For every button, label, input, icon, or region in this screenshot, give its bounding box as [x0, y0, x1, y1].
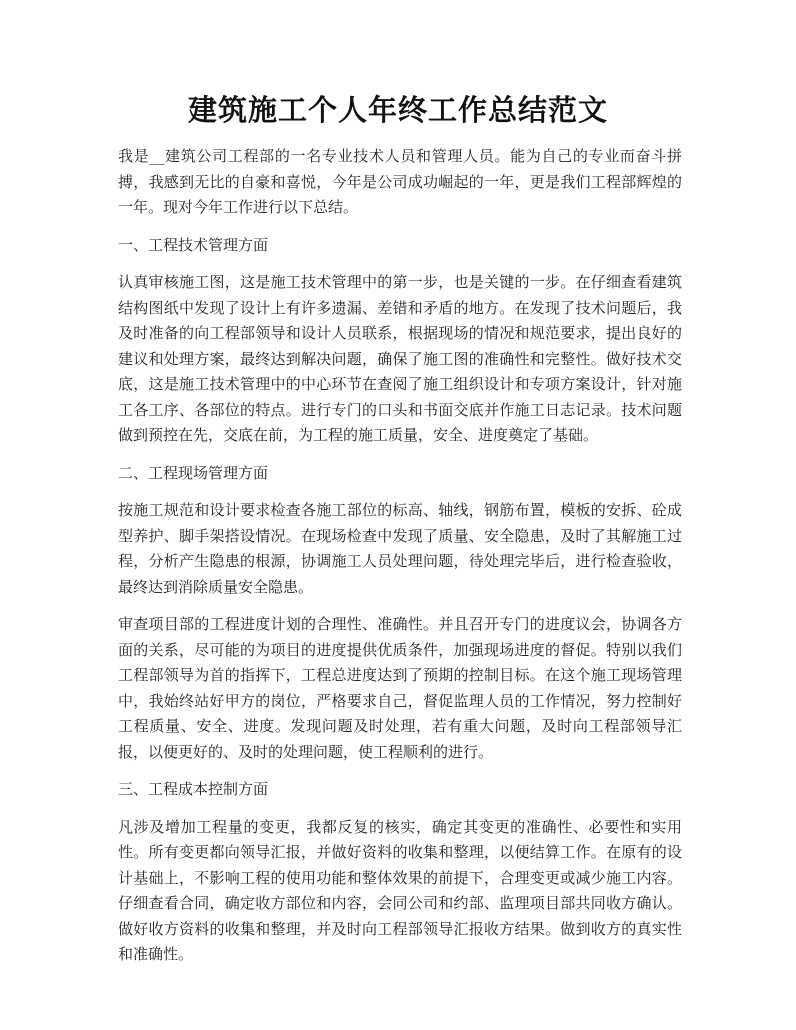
section-heading-site: 二、工程现场管理方面 [118, 463, 269, 482]
intro-paragraph: 我是__建筑公司工程部的一名专业技术人员和管理人员。能为自己的专业而奋斗拼搏，我感到无比的自豪和喜悦，今年是公司成功崛起的一年，更是我们工程部辉煌的一年。现对今年工作进行以下总结。 [118, 147, 682, 216]
cost-paragraph: 凡涉及增加工程量的变更，我都反复的核实，确定其变更的准确性、必要性和实用性。所有变更都向领导汇报，并做好资料的收集和整理，以便结算工作。在原有的设计基础上，不影响工程的使用功能和整体效果的前提下，合理变更或减少施工内容。仔细查看合同，确定收方部位和内容，会同公司和约部、监理项目部共同收方确认。做好收方资料的收集和整理，并及时向工程部领导汇报收方结果。做到收方的真实性和准确性。 [118, 817, 682, 963]
section-heading-technical: 一、工程技术管理方面 [118, 235, 269, 254]
document-body [118, 144, 682, 980]
site-paragraph-2: 审查项目部的工程进度计划的合理性、准确性。并且召开专门的进度议会，协调各方面的关系，尽可能的为项目的进度提供优质条件，加强现场进度的督促。特别以我们工程部领导为首的指挥下，工程总进度达到了预期的控制目标。在这个施工现场管理中，我始终站好甲方的岗位，严格要求自己，督促监理人员的工作情况，努力控制好工程质量、安全、进度。发现问题及时处理，若有重大问题，及时向工程部领导汇报，以便更好的、及时的处理问题，使工程顺利的进行。 [118, 615, 682, 761]
section-heading-cost: 三、工程成本控制方面 [118, 780, 269, 798]
document-title: 建筑施工个人年终工作总结范文 [187, 93, 608, 127]
site-paragraph-1: 按施工规范和设计要求检查各施工部位的标高、轴线，钢筋布置，模板的安拆、砼成型养护、脚手架搭设情况。在现场检查中发现了质量、安全隐患，及时了其解施工过程，分析产生隐患的根源，协调施工人员处理问题，待处理完毕后，进行检查验收，最终达到消除质量安全隐患。 [118, 501, 682, 596]
technical-paragraph: 认真审核施工图，这是施工技术管理中的第一步，也是关键的一步。在仔细查看建筑结构图纸中发现了设计上有许多遗漏、差错和矛盾的地方。在发现了技术问题后，我及时准备的向工程部领导和设计人员联系，根据现场的情况和规范要求，提出良好的建议和处理方案，最终达到解决问题，确保了施工图的准确性和完整性。做好技术交底，这是施工技术管理中的中心环节在查阅了施工组织设计和专项方案设计，针对施工各工序、各部位的特点。进行专门的口头和书面交底并作施工日志记录。技术问题做到预控在先，交底在前，为工程的施工质量，安全、进度奠定了基础。 [118, 273, 682, 444]
